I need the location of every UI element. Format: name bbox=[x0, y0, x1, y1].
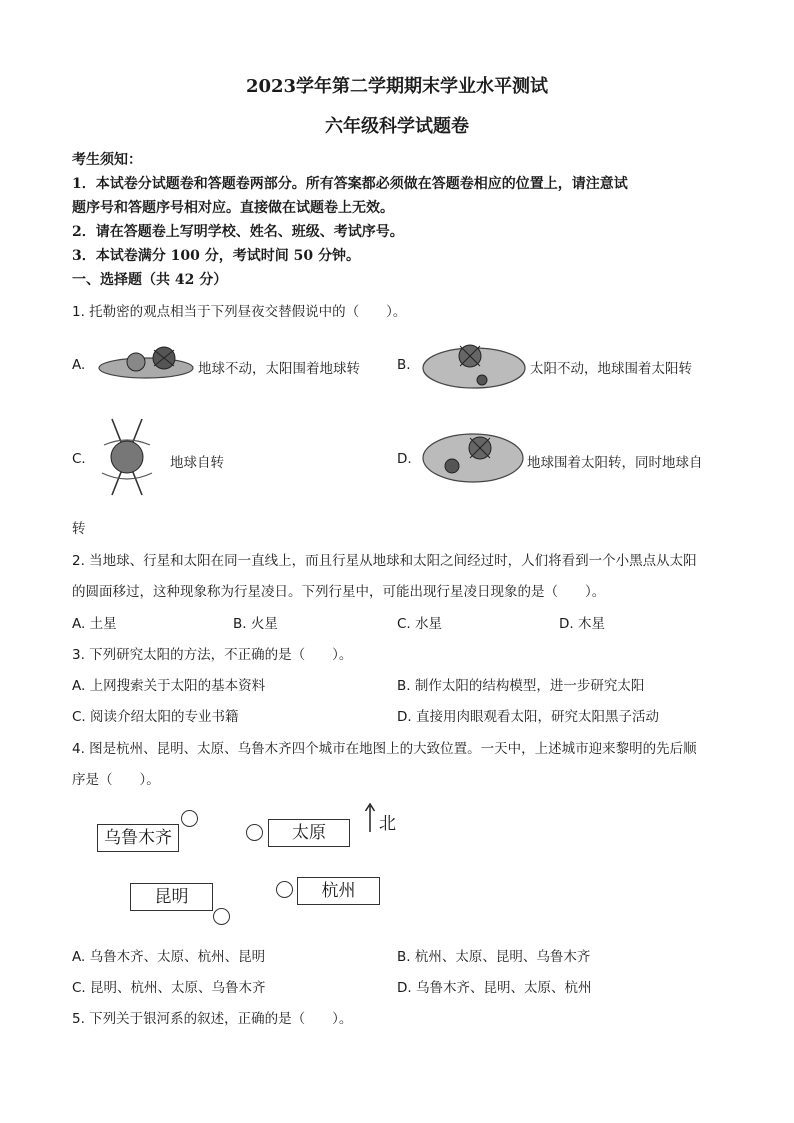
q3-option-a: A. 上网搜索关于太阳的基本资料 bbox=[72, 678, 266, 694]
q1-option-c-text: 地球自转 bbox=[170, 455, 224, 471]
city-marker-urumqi bbox=[181, 810, 198, 827]
q2-option-c: C. 水星 bbox=[397, 616, 443, 632]
question-5-stem: 5. 下列关于银河系的叙述，正确的是（ ）。 bbox=[72, 1011, 353, 1027]
q1-option-d-letter: D. bbox=[397, 451, 412, 467]
city-box-hangzhou: 杭州 bbox=[297, 877, 380, 905]
notice-heading: 考生须知： bbox=[72, 152, 142, 168]
q1-option-a-letter: A. bbox=[72, 357, 86, 373]
earth-rotation-illustration bbox=[98, 415, 156, 499]
q4-option-c: C. 昆明、杭州、太原、乌鲁木齐 bbox=[72, 980, 266, 996]
section-heading: 一、选择题（共 42 分） bbox=[72, 272, 228, 288]
question-4-line-1: 4. 图是杭州、昆明、太原、乌鲁木齐四个城市在地图上的大致位置。一天中，上述城市迎来黎明的先后顺 bbox=[72, 741, 697, 757]
q3-option-c: C. 阅读介绍太阳的专业书籍 bbox=[72, 709, 239, 725]
q1-option-d-wrap: 转 bbox=[72, 521, 86, 537]
city-marker-hangzhou bbox=[276, 881, 293, 898]
question-4-line-2: 序是（ ）。 bbox=[72, 772, 160, 788]
orbit-and-rotation-illustration bbox=[420, 428, 526, 486]
city-marker-taiyuan bbox=[246, 824, 263, 841]
notice-item-2: 2．请在答题卷上写明学校、姓名、班级、考试序号。 bbox=[72, 224, 404, 240]
q1-option-b-letter: B. bbox=[397, 357, 411, 373]
geocentric-model-illustration bbox=[96, 340, 196, 382]
north-label: 北 bbox=[379, 814, 396, 834]
city-box-urumqi: 乌鲁木齐 bbox=[97, 824, 179, 852]
q3-option-b: B. 制作太阳的结构模型，进一步研究太阳 bbox=[397, 678, 645, 694]
exam-title: 2023学年第二学期期末学业水平测试 bbox=[245, 76, 549, 97]
notice-item-1-line-2: 题序号和答题序号相对应。直接做在试题卷上无效。 bbox=[72, 200, 394, 216]
exam-subtitle: 六年级科学试题卷 bbox=[325, 116, 469, 137]
city-marker-kunming bbox=[213, 908, 230, 925]
question-3-stem: 3. 下列研究太阳的方法，不正确的是（ ）。 bbox=[72, 647, 353, 663]
city-box-taiyuan: 太原 bbox=[268, 819, 350, 847]
q2-option-b: B. 火星 bbox=[233, 616, 278, 632]
question-1-stem: 1. 托勒密的观点相当于下列昼夜交替假说中的（ ）。 bbox=[72, 304, 407, 320]
q2-option-a: A. 土星 bbox=[72, 616, 117, 632]
question-2-line-1: 2. 当地球、行星和太阳在同一直线上，而且行星从地球和太阳之间经过时，人们将看到一个小黑点从太阳 bbox=[72, 553, 697, 569]
q4-option-d: D. 乌鲁木齐、昆明、太原、杭州 bbox=[397, 980, 592, 996]
city-box-kunming: 昆明 bbox=[130, 883, 213, 911]
q4-option-b: B. 杭州、太原、昆明、乌鲁木齐 bbox=[397, 949, 591, 965]
q3-option-d: D. 直接用肉眼观看太阳，研究太阳黑子活动 bbox=[397, 709, 659, 725]
north-arrow-icon bbox=[364, 802, 376, 834]
notice-item-1-line-1: 1．本试卷分试题卷和答题卷两部分。所有答案都必须做在答题卷相应的位置上，请注意试 bbox=[72, 176, 628, 192]
q4-option-a: A. 乌鲁木齐、太原、杭州、昆明 bbox=[72, 949, 266, 965]
q1-option-c-letter: C. bbox=[72, 451, 86, 467]
q2-option-d: D. 木星 bbox=[559, 616, 605, 632]
heliocentric-model-illustration bbox=[420, 334, 528, 392]
question-2-line-2: 的圆面移过，这种现象称为行星凌日。下列行星中，可能出现行星凌日现象的是（ ）。 bbox=[72, 584, 606, 600]
q1-option-b-text: 太阳不动，地球围着太阳转 bbox=[530, 361, 692, 377]
q1-option-a-text: 地球不动，太阳围着地球转 bbox=[198, 361, 360, 377]
notice-item-3: 3．本试卷满分 100 分，考试时间 50 分钟。 bbox=[72, 248, 360, 264]
q1-option-d-text: 地球围着太阳转，同时地球自 bbox=[527, 455, 703, 471]
